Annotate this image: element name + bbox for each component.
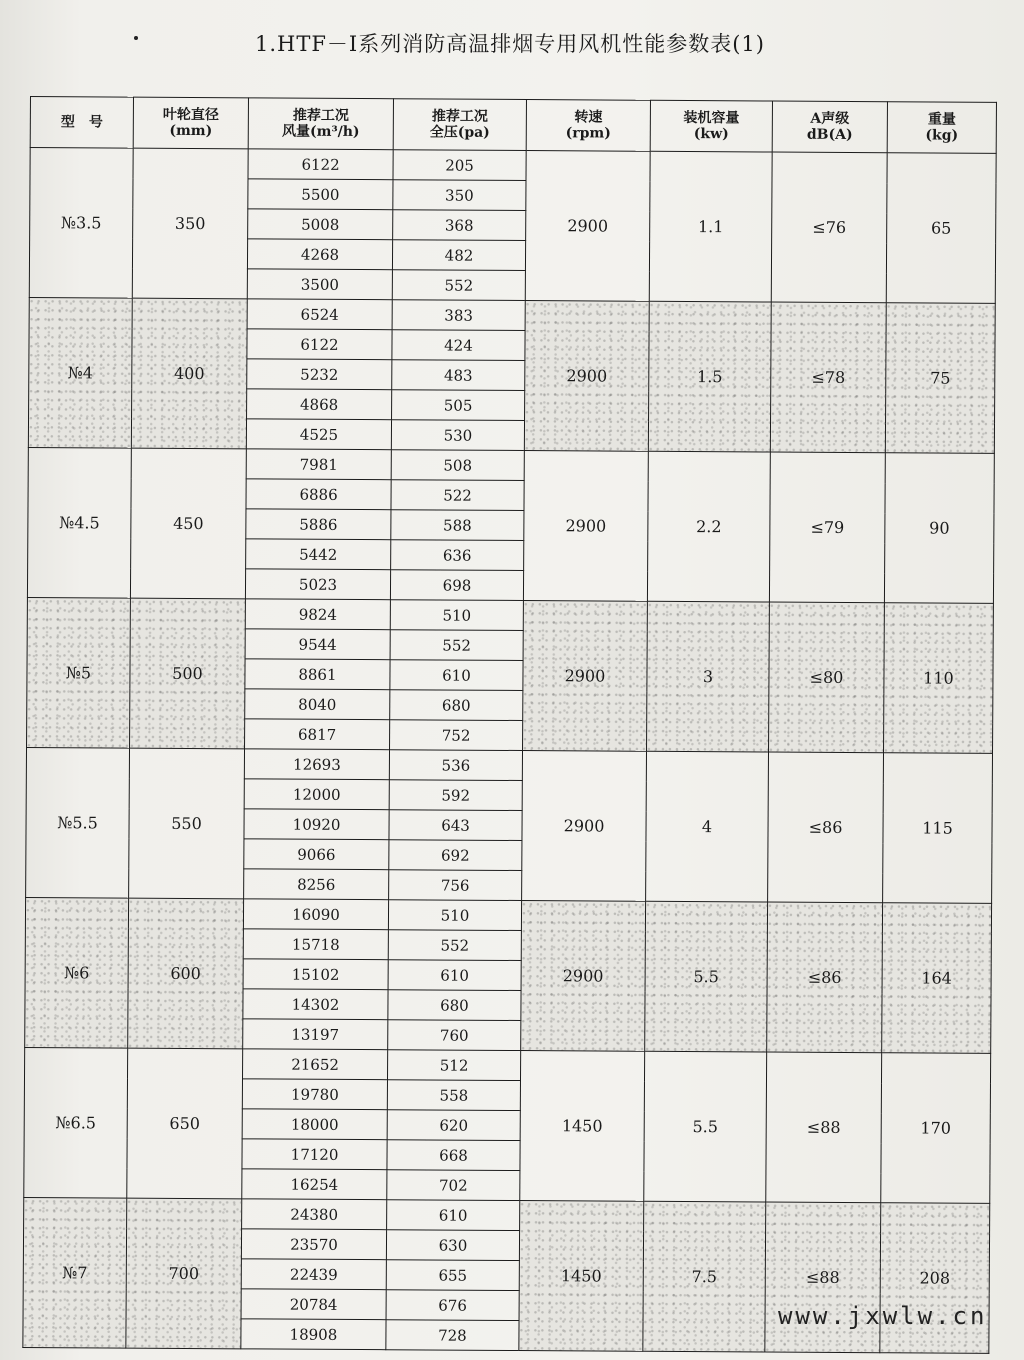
header-diameter: 叶轮直径 (mm) bbox=[133, 97, 248, 149]
speed-cell: 2900 bbox=[523, 451, 648, 602]
speed-cell: 2900 bbox=[524, 301, 649, 452]
header-power: 装机容量 (kw) bbox=[650, 100, 772, 152]
table-row bbox=[26, 747, 992, 783]
flow-cell: 5886 bbox=[246, 509, 391, 540]
flow-cell: 18000 bbox=[242, 1109, 387, 1140]
pressure-cell: 383 bbox=[392, 300, 525, 331]
weight-cell: 115 bbox=[883, 753, 993, 904]
noise-cell: ≤78 bbox=[770, 302, 886, 453]
flow-cell: 12000 bbox=[244, 779, 389, 810]
model-cell: №4 bbox=[28, 297, 132, 448]
noise-cell: ≤88 bbox=[765, 1202, 881, 1353]
flow-cell: 5500 bbox=[248, 179, 393, 210]
diameter-cell: 650 bbox=[127, 1048, 243, 1199]
pressure-cell: 752 bbox=[390, 720, 523, 751]
flow-cell: 7981 bbox=[246, 449, 391, 480]
model-cell: №5 bbox=[27, 597, 131, 748]
flow-cell: 3500 bbox=[247, 269, 392, 300]
power-cell: 1.5 bbox=[648, 301, 771, 452]
pressure-cell: 552 bbox=[390, 630, 523, 661]
pressure-cell: 552 bbox=[388, 930, 521, 961]
model-cell: №6 bbox=[25, 897, 129, 1048]
flow-cell: 6524 bbox=[247, 299, 392, 330]
table-row bbox=[28, 447, 994, 483]
pressure-cell: 552 bbox=[392, 270, 525, 301]
flow-cell: 12693 bbox=[244, 749, 389, 780]
speed-cell: 2900 bbox=[523, 601, 648, 752]
diameter-cell: 400 bbox=[131, 298, 247, 449]
pressure-cell: 620 bbox=[387, 1110, 520, 1141]
weight-cell: 75 bbox=[885, 303, 995, 454]
pressure-cell: 676 bbox=[386, 1290, 519, 1321]
pressure-cell: 558 bbox=[387, 1080, 520, 1111]
flow-cell: 17120 bbox=[242, 1139, 387, 1170]
header-model: 型 号 bbox=[30, 97, 133, 149]
power-cell: 1.1 bbox=[649, 151, 772, 302]
noise-cell: ≤80 bbox=[769, 602, 885, 753]
flow-cell: 16254 bbox=[242, 1169, 387, 1200]
pressure-cell: 522 bbox=[391, 480, 524, 511]
diameter-cell: 500 bbox=[130, 598, 246, 749]
pressure-cell: 530 bbox=[391, 420, 524, 451]
flow-cell: 4525 bbox=[246, 419, 391, 450]
noise-cell: ≤79 bbox=[769, 452, 885, 603]
table-body bbox=[23, 148, 996, 1354]
weight-cell: 208 bbox=[880, 1203, 990, 1354]
model-cell: №6.5 bbox=[24, 1047, 128, 1198]
pressure-cell: 610 bbox=[387, 1200, 520, 1231]
pressure-cell: 592 bbox=[389, 780, 522, 811]
pressure-cell: 512 bbox=[387, 1050, 520, 1081]
pressure-cell: 424 bbox=[392, 330, 525, 361]
pressure-cell: 655 bbox=[386, 1260, 519, 1291]
model-cell: №5.5 bbox=[26, 747, 130, 898]
performance-table bbox=[22, 96, 997, 1354]
flow-cell: 21652 bbox=[243, 1049, 388, 1080]
weight-cell: 110 bbox=[884, 603, 994, 754]
header-speed: 转速 (rpm) bbox=[526, 100, 650, 152]
noise-cell: ≤76 bbox=[771, 152, 887, 303]
flow-cell: 22439 bbox=[241, 1259, 386, 1290]
diameter-cell: 350 bbox=[132, 148, 248, 299]
diameter-cell: 550 bbox=[129, 748, 245, 899]
flow-cell: 19780 bbox=[242, 1079, 387, 1110]
ink-dot bbox=[134, 36, 138, 40]
header-pressure: 推荐工况 全压(pa) bbox=[393, 99, 526, 151]
flow-cell: 18908 bbox=[241, 1319, 386, 1350]
pressure-cell: 756 bbox=[389, 870, 522, 901]
table-row bbox=[30, 148, 996, 184]
pressure-cell: 368 bbox=[393, 210, 526, 241]
power-cell: 2.2 bbox=[647, 451, 770, 602]
power-cell: 7.5 bbox=[643, 1201, 766, 1352]
pressure-cell: 483 bbox=[392, 360, 525, 391]
flow-cell: 9544 bbox=[245, 629, 390, 660]
weight-cell: 90 bbox=[884, 453, 994, 604]
pressure-cell: 505 bbox=[392, 390, 525, 421]
flow-cell: 15718 bbox=[243, 929, 388, 960]
model-cell: №7 bbox=[23, 1197, 127, 1348]
pressure-cell: 508 bbox=[391, 450, 524, 481]
power-cell: 4 bbox=[646, 751, 769, 902]
flow-cell: 10920 bbox=[244, 809, 389, 840]
flow-cell: 6886 bbox=[246, 479, 391, 510]
pressure-cell: 536 bbox=[389, 750, 522, 781]
header-weight: 重量 (kg) bbox=[887, 102, 996, 154]
flow-cell: 6122 bbox=[247, 329, 392, 360]
noise-cell: ≤88 bbox=[766, 1052, 882, 1203]
speed-cell: 1450 bbox=[520, 1051, 645, 1202]
flow-cell: 6122 bbox=[248, 149, 393, 180]
pressure-cell: 205 bbox=[393, 150, 526, 181]
diameter-cell: 450 bbox=[130, 448, 246, 599]
flow-cell: 4868 bbox=[247, 389, 392, 420]
table-row bbox=[29, 297, 995, 333]
flow-cell: 16090 bbox=[243, 899, 388, 930]
pressure-cell: 636 bbox=[391, 540, 524, 571]
header-noise: A声级 dB(A) bbox=[772, 101, 887, 153]
noise-cell: ≤86 bbox=[767, 902, 883, 1053]
diameter-cell: 700 bbox=[126, 1198, 242, 1349]
pressure-cell: 350 bbox=[393, 180, 526, 211]
watermark-url: www.jxwlw.cn bbox=[778, 1302, 988, 1330]
model-cell: №3.5 bbox=[29, 148, 133, 299]
pressure-cell: 680 bbox=[390, 690, 523, 721]
pressure-cell: 760 bbox=[388, 1020, 521, 1051]
flow-cell: 8256 bbox=[244, 869, 389, 900]
flow-cell: 8040 bbox=[245, 689, 390, 720]
pressure-cell: 610 bbox=[390, 660, 523, 691]
flow-cell: 13197 bbox=[243, 1019, 388, 1050]
pressure-cell: 630 bbox=[386, 1230, 519, 1261]
pressure-cell: 702 bbox=[387, 1170, 520, 1201]
pressure-cell: 588 bbox=[391, 510, 524, 541]
header-row bbox=[30, 97, 996, 154]
flow-cell: 9066 bbox=[244, 839, 389, 870]
power-cell: 5.5 bbox=[644, 1051, 767, 1202]
flow-cell: 5232 bbox=[247, 359, 392, 390]
speed-cell: 2900 bbox=[521, 901, 646, 1052]
weight-cell: 170 bbox=[881, 1053, 991, 1204]
flow-cell: 20784 bbox=[241, 1289, 386, 1320]
pressure-cell: 698 bbox=[390, 570, 523, 601]
weight-cell: 164 bbox=[882, 903, 992, 1054]
page-title: 1.HTF－Ⅰ系列消防高温排烟专用风机性能参数表(1) bbox=[255, 32, 765, 56]
flow-cell: 5008 bbox=[248, 209, 393, 240]
pressure-cell: 692 bbox=[389, 840, 522, 871]
diameter-cell: 600 bbox=[128, 898, 244, 1049]
speed-cell: 2900 bbox=[525, 151, 650, 302]
pressure-cell: 728 bbox=[386, 1320, 519, 1351]
flow-cell: 8861 bbox=[245, 659, 390, 690]
pressure-cell: 668 bbox=[387, 1140, 520, 1171]
pressure-cell: 680 bbox=[388, 990, 521, 1021]
table-row bbox=[24, 1197, 990, 1233]
power-cell: 3 bbox=[647, 601, 770, 752]
flow-cell: 5442 bbox=[246, 539, 391, 570]
speed-cell: 1450 bbox=[519, 1201, 644, 1352]
model-cell: №4.5 bbox=[27, 447, 131, 598]
pressure-cell: 610 bbox=[388, 960, 521, 991]
flow-cell: 14302 bbox=[243, 989, 388, 1020]
noise-cell: ≤86 bbox=[768, 752, 884, 903]
pressure-cell: 643 bbox=[389, 810, 522, 841]
flow-cell: 9824 bbox=[245, 599, 390, 630]
flow-cell: 5023 bbox=[245, 569, 390, 600]
flow-cell: 6817 bbox=[245, 719, 390, 750]
flow-cell: 24380 bbox=[242, 1199, 387, 1230]
power-cell: 5.5 bbox=[645, 901, 768, 1052]
flow-cell: 15102 bbox=[243, 959, 388, 990]
pressure-cell: 510 bbox=[390, 600, 523, 631]
speed-cell: 2900 bbox=[522, 751, 647, 902]
weight-cell: 65 bbox=[886, 153, 996, 304]
flow-cell: 23570 bbox=[241, 1229, 386, 1260]
flow-cell: 4268 bbox=[247, 239, 392, 270]
table-row bbox=[27, 597, 993, 633]
table-row bbox=[25, 1047, 991, 1083]
header-flow: 推荐工况 风量(m³/h) bbox=[248, 98, 393, 150]
pressure-cell: 482 bbox=[392, 240, 525, 271]
table-row bbox=[25, 897, 991, 933]
pressure-cell: 510 bbox=[388, 900, 521, 931]
